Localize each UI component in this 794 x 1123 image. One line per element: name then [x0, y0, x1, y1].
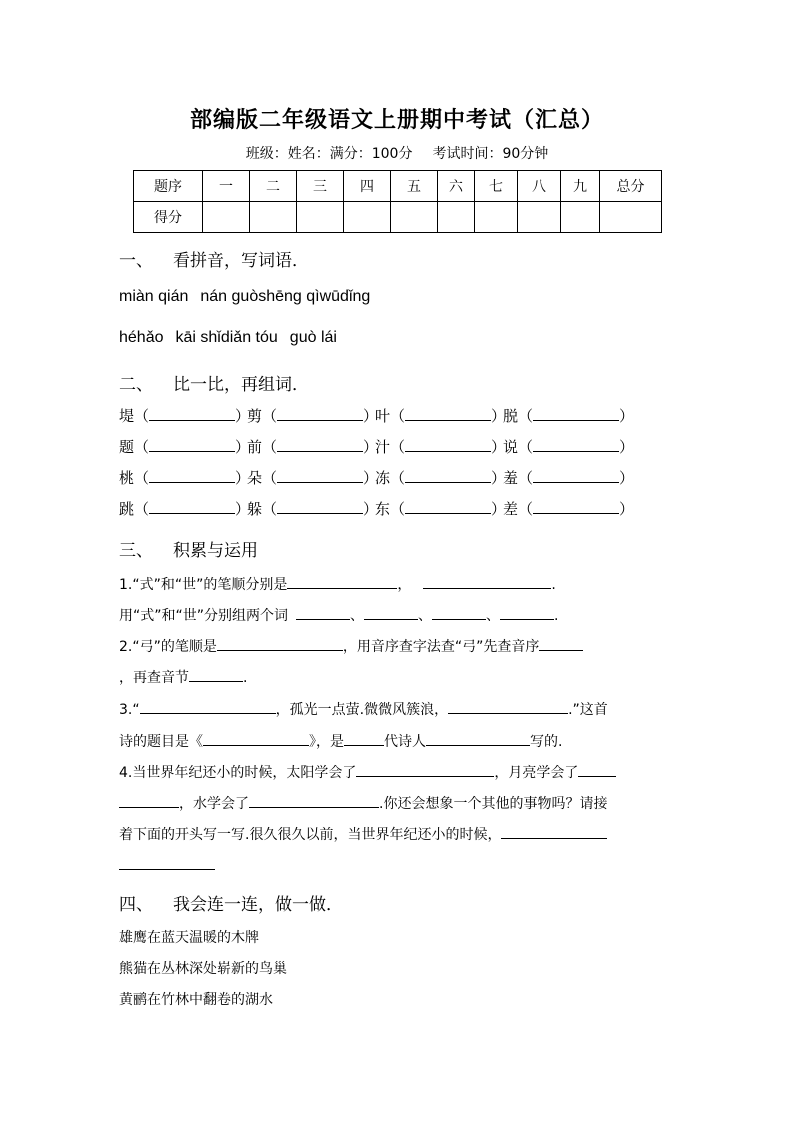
answer-blank[interactable]	[405, 499, 491, 514]
pinyin-line-1	[119, 288, 382, 306]
time-info: 考试时间：90分钟	[432, 146, 549, 162]
char-row	[119, 436, 635, 457]
header-cell: 八	[518, 171, 561, 202]
answer-blank[interactable]	[344, 731, 384, 746]
char: 叶	[375, 407, 391, 425]
section-title: 比一比，再组词．	[173, 375, 309, 395]
header-cell: 题序	[134, 171, 203, 202]
answer-blank[interactable]	[405, 437, 491, 452]
score-cell[interactable]	[518, 202, 561, 233]
char-item: 叶（ ）	[375, 407, 507, 425]
answer-blank[interactable]	[539, 636, 583, 651]
char-item: 躲（ ）	[247, 500, 379, 518]
char-row	[119, 498, 635, 519]
pinyin-word: héhǎo	[119, 329, 164, 346]
answer-blank[interactable]	[217, 636, 343, 651]
answer-blank[interactable]	[432, 605, 486, 620]
char-item: 汁（ ）	[375, 438, 507, 456]
question-1-line-2: 用“式”和“世”分别组两个词 、 、 、 .	[119, 605, 558, 625]
section-4-heading	[119, 890, 343, 915]
char: 羞	[503, 469, 519, 487]
question-4-line-2: ，水学会了 .你还会想象一个其他的事物吗？请接	[119, 793, 607, 813]
char-item: 说（ ）	[503, 438, 635, 456]
char: 前	[247, 438, 263, 456]
section-1-heading	[119, 246, 309, 271]
match-item: 黄鹂在竹林中翻卷的湖水	[119, 992, 273, 1008]
score-cell[interactable]	[600, 202, 662, 233]
section-number: 二、	[119, 375, 153, 395]
section-number: 一、	[119, 251, 153, 271]
question-2-line-2: ，再查音节 .	[119, 667, 247, 687]
answer-blank[interactable]	[287, 574, 397, 589]
char-row	[119, 467, 635, 488]
char-item: 羞（ ）	[503, 469, 635, 487]
match-item: 熊猫在丛林深处崭新的鸟巢	[119, 961, 287, 977]
answer-blank[interactable]	[277, 406, 363, 421]
char-item: 冻（ ）	[375, 469, 507, 487]
question-3-line-1: 3.“ ，孤光一点萤.微微风簇浪， .”这首	[119, 699, 608, 719]
char: 剪	[247, 407, 263, 425]
answer-blank[interactable]	[501, 824, 607, 839]
header-cell: 总分	[600, 171, 662, 202]
answer-blank[interactable]	[249, 793, 379, 808]
exam-info	[0, 143, 794, 163]
score-cell[interactable]	[561, 202, 600, 233]
header-cell: 九	[561, 171, 600, 202]
header-cell: 二	[250, 171, 297, 202]
section-3-heading	[119, 536, 258, 561]
char: 汁	[375, 438, 391, 456]
answer-blank[interactable]	[277, 499, 363, 514]
answer-blank[interactable]	[119, 793, 179, 808]
answer-blank[interactable]	[149, 499, 235, 514]
answer-blank[interactable]	[426, 731, 530, 746]
header-cell: 三	[297, 171, 344, 202]
char-item: 朵（ ）	[247, 469, 379, 487]
answer-blank[interactable]	[533, 437, 619, 452]
answer-blank[interactable]	[149, 406, 235, 421]
section-title: 我会连一连，做一做．	[173, 895, 343, 915]
char: 冻	[375, 469, 391, 487]
question-4-line-1: 4.当世界年纪还小的时候，太阳学会了 ，月亮学会了	[119, 762, 616, 782]
pinyin-word: nán guòshēng qìwūdǐng	[200, 288, 371, 305]
pinyin-word: kāi shǐdiǎn tóu	[175, 329, 278, 346]
answer-blank[interactable]	[277, 437, 363, 452]
char: 脱	[503, 407, 519, 425]
header-cell: 五	[391, 171, 438, 202]
answer-blank[interactable]	[277, 468, 363, 483]
answer-blank[interactable]	[533, 468, 619, 483]
question-4-line-3: 着下面的开头写一写.很久很久以前，当世界年纪还小的时候，	[119, 824, 607, 844]
question-2-line-1: 2.“弓”的笔顺是 ，用音序查字法查“弓”先查音序	[119, 636, 583, 656]
char: 朵	[247, 469, 263, 487]
score-cell[interactable]	[438, 202, 475, 233]
score-cell[interactable]	[250, 202, 297, 233]
char-row	[119, 405, 635, 426]
question-3-line-2: 诗的题目是《 》，是 代诗人 写的.	[119, 731, 562, 751]
answer-blank[interactable]	[405, 468, 491, 483]
score-table-header-row	[134, 171, 662, 202]
score-cell[interactable]	[391, 202, 438, 233]
score-cell[interactable]	[344, 202, 391, 233]
answer-blank[interactable]	[500, 605, 554, 620]
char: 题	[119, 438, 135, 456]
char-item: 脱（ ）	[503, 407, 635, 425]
page-title: 部编版二年级语文上册期中考试（汇总）	[189, 107, 604, 133]
score-cell[interactable]	[203, 202, 250, 233]
answer-blank[interactable]	[533, 499, 619, 514]
char: 差	[503, 500, 519, 518]
char: 桃	[119, 469, 135, 487]
section-2-heading	[119, 370, 309, 395]
header-cell: 四	[344, 171, 391, 202]
char-item: 东（ ）	[375, 500, 507, 518]
answer-blank[interactable]	[203, 731, 309, 746]
class-info: 班级：姓名：满分：100分	[245, 146, 413, 162]
char-item: 跳（ ）	[119, 500, 251, 518]
score-cell[interactable]	[297, 202, 344, 233]
section-title: 看拼音，写词语．	[173, 251, 309, 271]
pinyin-word: guò lái	[289, 329, 337, 346]
answer-blank[interactable]	[149, 468, 235, 483]
question-4-line-4	[119, 855, 215, 874]
char-item: 题（ ）	[119, 438, 251, 456]
char-item: 差（ ）	[503, 500, 635, 518]
char-item: 前（ ）	[247, 438, 379, 456]
char: 躲	[247, 500, 263, 518]
answer-blank[interactable]	[423, 574, 551, 589]
char: 东	[375, 500, 391, 518]
question-1-line-1: 1.“式”和“世”的笔顺分别是 ， .	[119, 574, 556, 594]
answer-blank[interactable]	[448, 699, 568, 714]
match-item: 雄鹰在蓝天温暖的木牌	[119, 930, 259, 946]
char-item: 堤（ ）	[119, 407, 251, 425]
answer-blank[interactable]	[356, 762, 494, 777]
answer-blank[interactable]	[364, 605, 418, 620]
char: 跳	[119, 500, 135, 518]
answer-blank[interactable]	[296, 605, 350, 620]
score-table	[133, 170, 662, 233]
answer-blank[interactable]	[119, 855, 215, 870]
header-cell: 七	[475, 171, 518, 202]
score-cell[interactable]	[475, 202, 518, 233]
char: 说	[503, 438, 519, 456]
answer-blank[interactable]	[578, 762, 616, 777]
answer-blank[interactable]	[149, 437, 235, 452]
score-table-score-row	[134, 202, 662, 233]
header-cell: 六	[438, 171, 475, 202]
char-item: 剪（ ）	[247, 407, 379, 425]
answer-blank[interactable]	[405, 406, 491, 421]
header-cell: 一	[203, 171, 250, 202]
section-title: 积累与运用	[173, 541, 258, 561]
row-label: 得分	[134, 202, 203, 233]
char-item: 桃（ ）	[119, 469, 251, 487]
section-number: 四、	[119, 895, 153, 915]
answer-blank[interactable]	[533, 406, 619, 421]
section-number: 三、	[119, 541, 153, 561]
answer-blank[interactable]	[189, 667, 243, 682]
pinyin-word: miàn qián	[119, 288, 189, 305]
pinyin-line-2	[119, 329, 349, 347]
answer-blank[interactable]	[140, 699, 276, 714]
char: 堤	[119, 407, 135, 425]
